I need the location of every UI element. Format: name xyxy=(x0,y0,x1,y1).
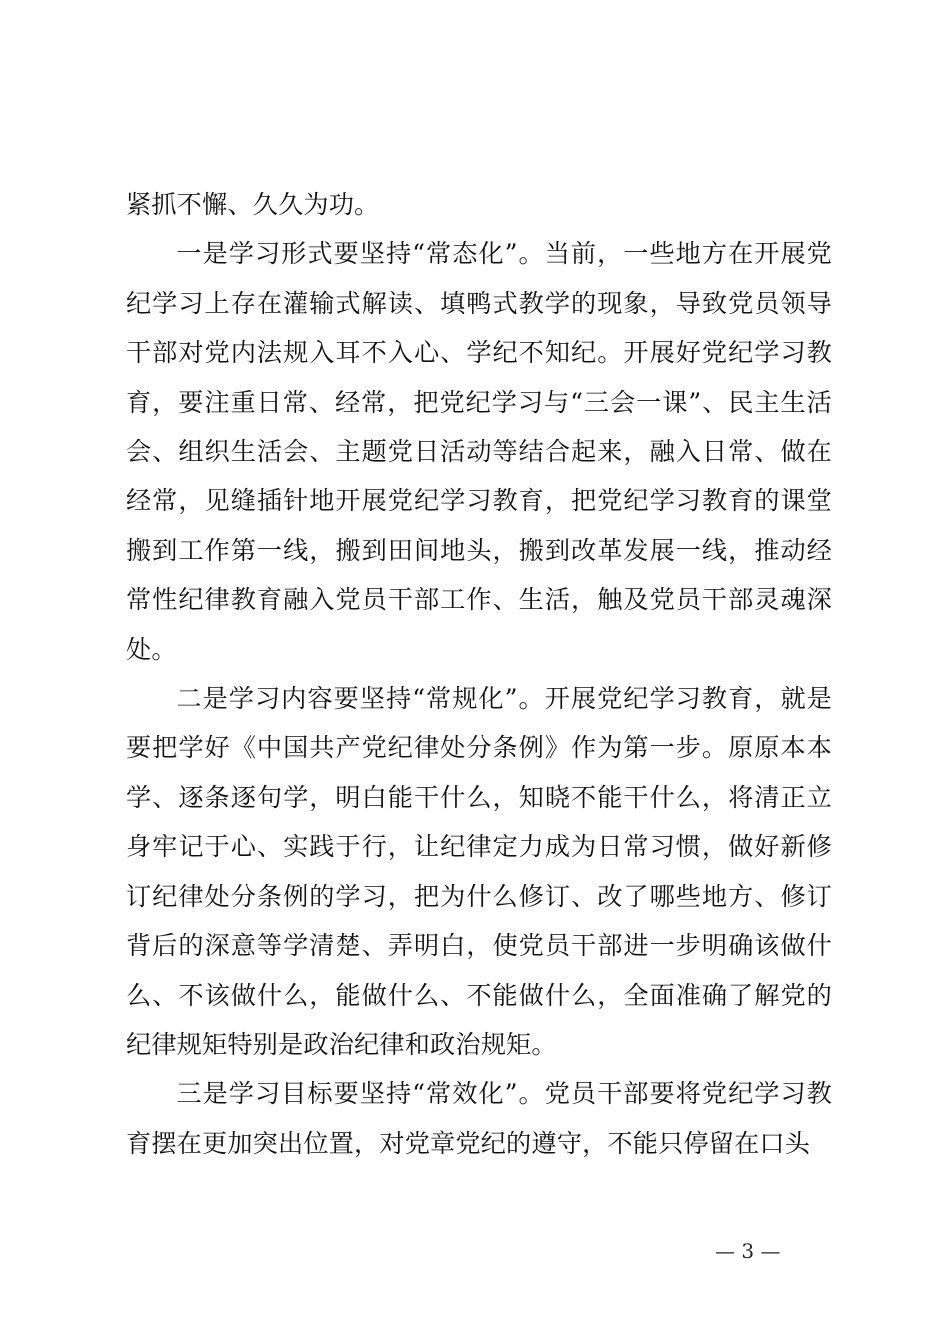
paragraph-third-point: 三是学习目标要坚持“常效化”。党员干部要将党纪学习教育摆在更加突出位置，对党章党纪的遵守，不能只停留在口头 xyxy=(126,1079,832,1158)
document-body xyxy=(126,180,832,1168)
paragraph-second-point: 二是学习内容要坚持“常规化”。开展党纪学习教育，就是要把学好《中国共产党纪律处分条例》作为第一步。原原本本学、逐条逐句学，明白能干什么，知晓不能干什么，将清正立身牢记于心、实践于行，让纪律定力成为日常习惯，做好新修订纪律处分条例的学习，把为什么修订、改了哪些地方、修订背后的深意等学清楚、弄明白，使党员干部进一步明确该做什么、不该做什么，能做什么、不能做什么，全面准确了解党的纪律规矩特别是政治纪律和政治规矩。 xyxy=(126,684,832,1059)
paragraph-continuation: 紧抓不懈、久久为功。 xyxy=(126,190,380,219)
paragraph-first-point: 一是学习形式要坚持“常态化”。当前，一些地方在开展党纪学习上存在灌输式解读、填鸭式教学的现象，导致党员领导干部对党内法规入耳不入心、学纪不知纪。开展好党纪学习教育，要注重日常、经常，把党纪学习与“三会一课”、民主生活会、组织生活会、主题党日活动等结合起来，融入日常、做在经常，见缝插针地开展党纪学习教育，把党纪学习教育的课堂搬到工作第一线，搬到田间地头，搬到改革发展一线，推动经常性纪律教育融入党员干部工作、生活，触及党员干部灵魂深处。 xyxy=(126,239,832,664)
page-number: — 3 — xyxy=(715,1239,781,1263)
